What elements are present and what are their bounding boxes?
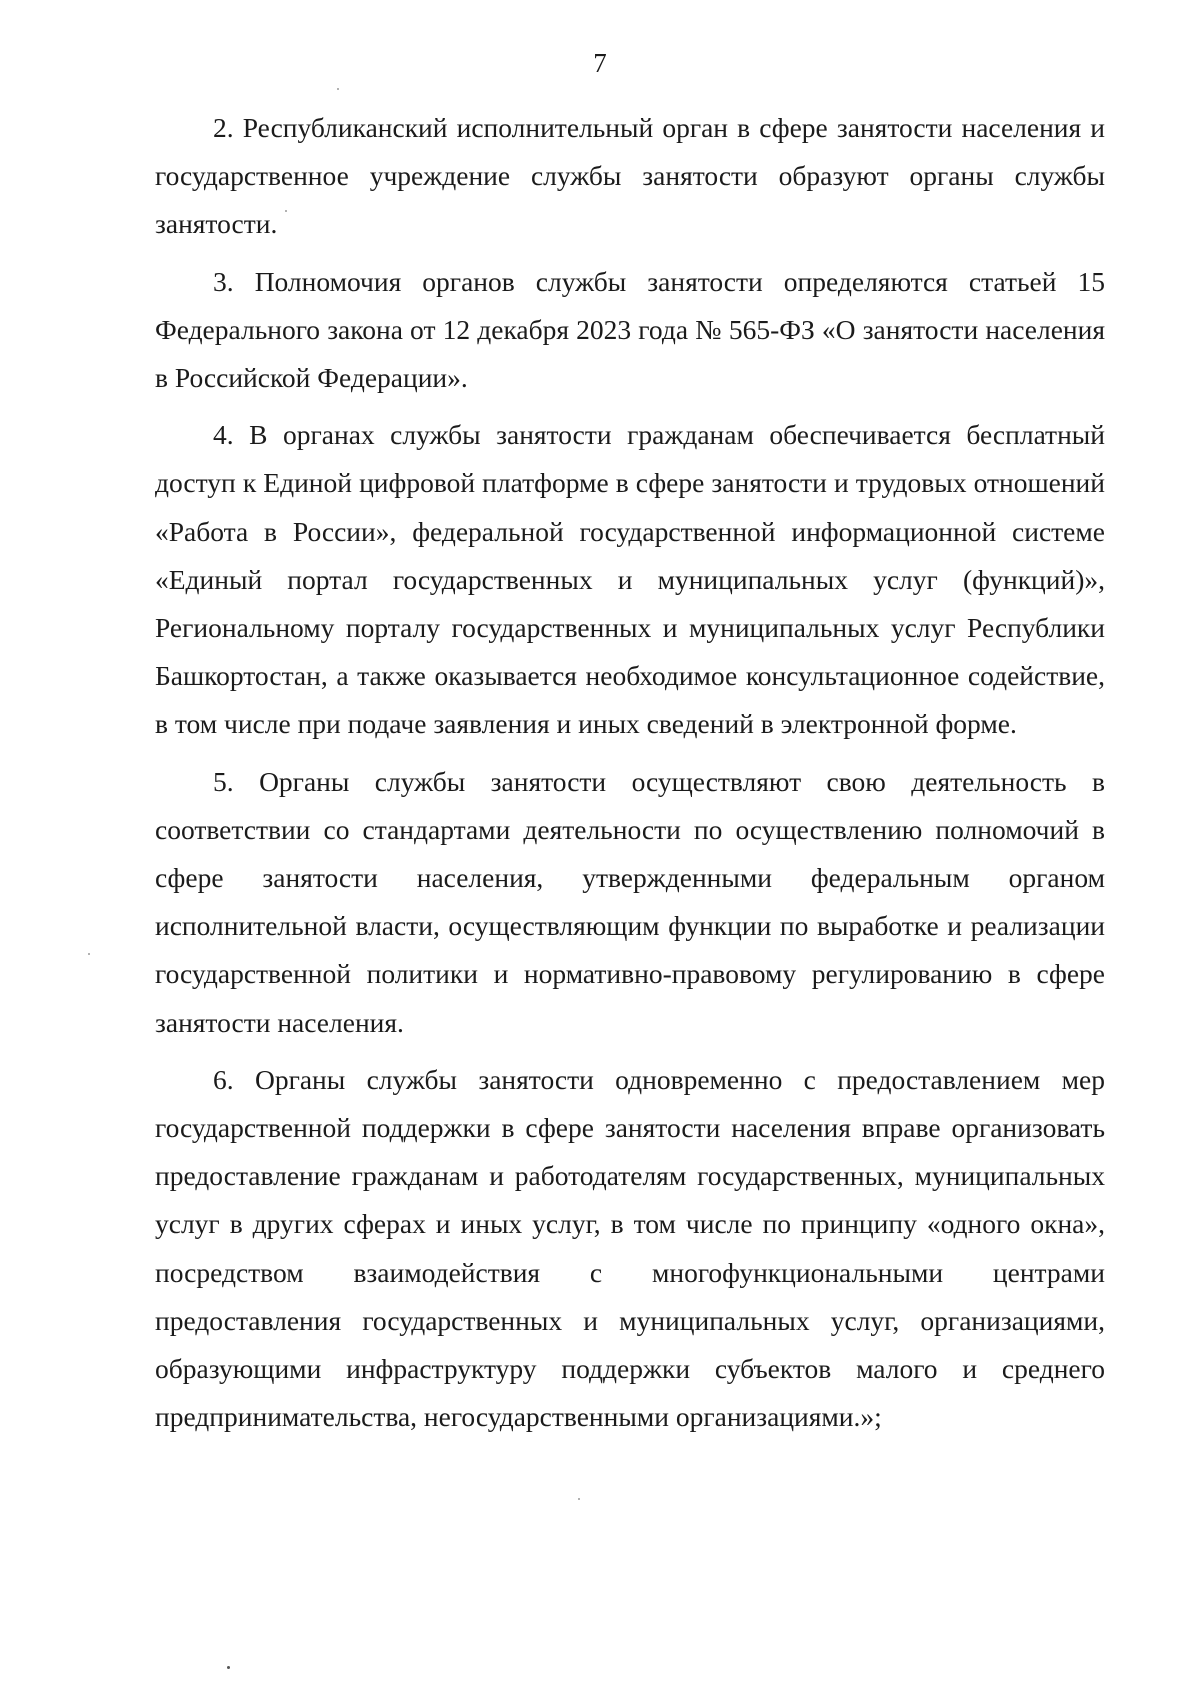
paragraph-3: 3. Полномочия органов службы занятости определяются статьей 15 Федерального закона от 12 декабря 2023 года № 565-ФЗ «О занятости населения в Российской Федерации». <box>155 265 1105 394</box>
paragraph-6: 6. Органы службы занятости одновременно с предоставлением мер государственной поддержки в сфере занятости населения вправе организовать предоставление гражданам и работодателям государственных, муниципальных услуг в других сферах и иных услуг, в том числе по принципу «одного окна», посредством взаимодействия с многофункциональными центрами предоставления государственных и муниципальных услуг, организациями, образующими инфраструктуру поддержки субъектов малого и среднего предпринимательства, негосударственными организациями.»; <box>155 1063 1105 1433</box>
paragraph-5: 5. Органы службы занятости осуществляют свою деятельность в соответствии со стандартами деятельности по осуществлению полномочий в сфере занятости населения, утвержденными федеральным органом исполнительной власти, осуществляющим функции по выработке и реализации государственной политики и нормативно-правовому регулированию в сфере занятости населения. <box>155 765 1105 1038</box>
document-body <box>155 104 1105 1450</box>
paragraph-4: 4. В органах службы занятости гражданам обеспечивается бесплатный доступ к Единой цифровой платформе в сфере занятости и трудовых отношений «Работа в России», федеральной государственной информационной системе «Единый портал государственных и муниципальных услуг (функций)», Региональному порталу государственных и муниципальных услуг Республики Башкортостан, а также оказывается необходимое консультационное содействие, в том числе при подаче заявления и иных сведений в электронной форме. <box>155 419 1105 740</box>
scan-speck <box>578 1498 580 1500</box>
page-number: 7 <box>593 48 607 78</box>
scan-speck <box>285 210 287 212</box>
paragraph-2: 2. Республиканский исполнительный орган в сфере занятости населения и государственное учреждение службы занятости образуют органы службы занятости. <box>155 112 1105 240</box>
scan-speck <box>227 1666 230 1669</box>
scan-speck <box>88 953 90 955</box>
scan-speck <box>337 88 339 90</box>
